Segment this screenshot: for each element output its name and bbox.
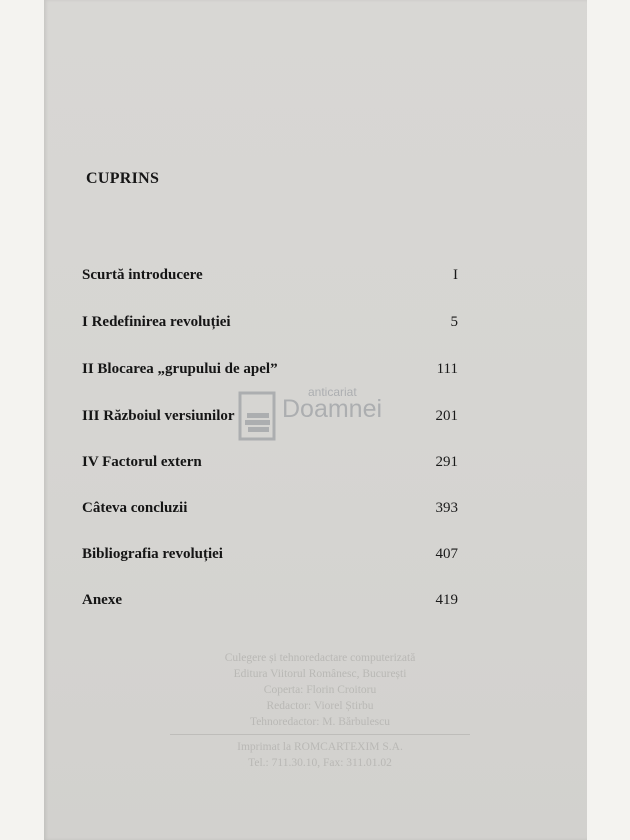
watermark-top-text: anticariat [308, 385, 357, 399]
toc-entry [82, 592, 458, 614]
toc-entry-title: Anexe [82, 592, 122, 608]
imprint-line: Tehnoredactor: M. Bărbulescu [249, 716, 391, 728]
toc-entry-title: Scurtă introducere [82, 267, 203, 283]
toc-entry-page: 201 [435, 408, 458, 424]
toc-entry-title: I Redefinirea revoluției [82, 314, 231, 330]
toc-entry-page: 291 [435, 454, 458, 470]
imprint-block [160, 650, 480, 771]
imprint-divider [170, 734, 470, 735]
toc-entry-title: Câteva concluzii [82, 500, 188, 516]
toc-entry [82, 546, 458, 568]
toc-entry-page: I [453, 267, 458, 283]
toc-entry [82, 314, 458, 336]
imprint-line: Culegere și tehnoredactare computerizată [224, 652, 416, 664]
imprint-line: Redactor: Viorel Știrbu [266, 700, 374, 712]
toc-entry [82, 361, 458, 383]
toc-entry [82, 454, 458, 476]
toc-entry-page: 393 [435, 500, 458, 516]
toc-entry [82, 267, 458, 289]
toc-entry-page: 407 [435, 546, 458, 562]
toc-entry-title: II Blocarea „grupului de apel” [82, 361, 278, 377]
watermark-main-text: Doamnei [282, 395, 383, 423]
toc-entry [82, 408, 458, 430]
imprint-line: Coperta: Florin Croitoru [263, 684, 377, 696]
toc-entry-page: 5 [450, 314, 458, 330]
page-title: CUPRINS [86, 170, 160, 187]
toc-entry-page: 111 [436, 361, 458, 377]
toc-entry-title: III Războiul versiunilor [82, 408, 235, 424]
toc-entry [82, 500, 458, 522]
toc-entry-title: IV Factorul extern [82, 454, 202, 470]
toc-entry-title: Bibliografia revoluției [82, 546, 223, 562]
toc-entry-page: 419 [435, 592, 458, 608]
imprint-line: Editura Viitorul Românesc, București [233, 668, 407, 680]
imprint-line: Tel.: 711.30.10, Fax: 311.01.02 [248, 757, 392, 769]
imprint-line: Imprimat la ROMCARTEXIM S.A. [237, 741, 403, 753]
